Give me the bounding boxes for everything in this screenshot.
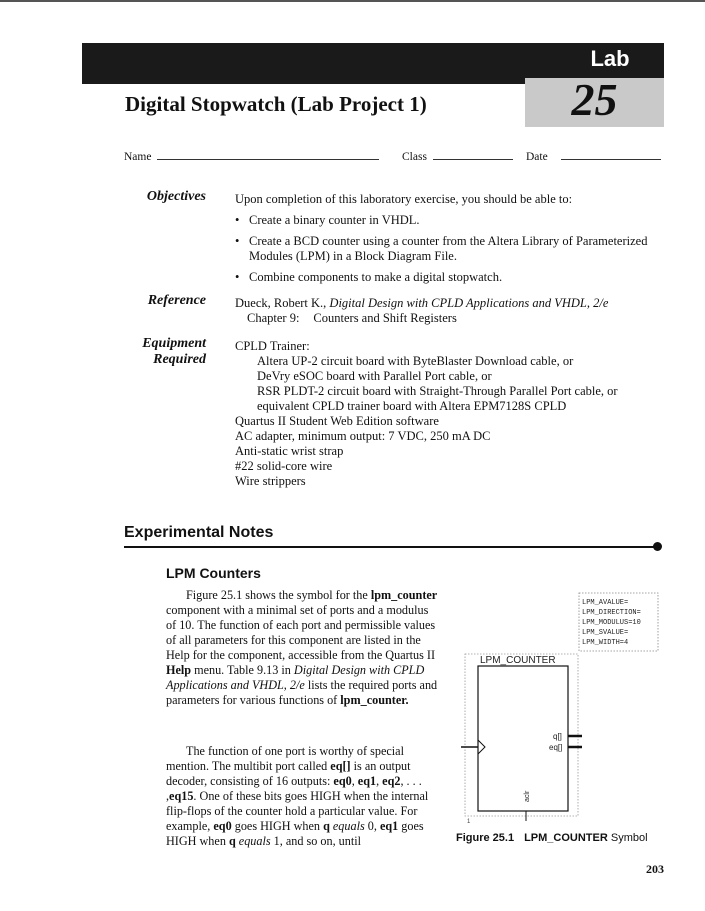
reference-heading: Reference <box>147 293 206 308</box>
equipment-section <box>235 339 665 489</box>
list-item: • Combine components to make a digital stopwatch. <box>235 270 665 285</box>
param-width: LPM_WIDTH=4 <box>582 639 629 647</box>
block-title: LPM_COUNTER <box>480 655 556 666</box>
list-item: • Create a binary counter in VHDL. <box>235 213 665 228</box>
trainer-options <box>235 354 665 414</box>
lpm-counter-figure <box>456 590 666 830</box>
lab-number: 25 <box>571 74 618 125</box>
paragraph-1: Figure 25.1 shows the symbol for the lpm_counter component with a minimal set of ports and a modulus of 10. The function of each port and permissible values of all parameters for this component are listed in the Help for the component, accessible from the Quartus II Help menu. Table 9.13 in Digital Design with CPLD Applications and VHDL, 2/e lists the required ports and parameters for various functions of lpm_counter. <box>166 588 438 707</box>
param-svalue: LPM_SVALUE= <box>582 629 629 637</box>
page-number: 203 <box>646 862 664 876</box>
caption-bold: LPM_COUNTER <box>524 832 608 844</box>
class-field[interactable] <box>402 150 513 163</box>
port-q: q[] <box>553 732 562 741</box>
reference-author: Dueck, Robert K., <box>235 296 330 310</box>
page-title: Digital Stopwatch (Lab Project 1) <box>125 92 427 116</box>
list-item: equivalent CPLD trainer board with Altera EPM7128S CPLD <box>257 399 567 413</box>
trainer-label: CPLD Trainer: <box>235 339 310 353</box>
reference-section <box>235 296 665 326</box>
date-label: Date <box>526 151 548 163</box>
objectives-heading: Objectives <box>146 189 206 204</box>
top-rule <box>0 0 705 2</box>
reference-chapter <box>235 311 665 326</box>
param-avalue: LPM_AVALUE= <box>582 599 629 607</box>
list-item: Anti-static wrist strap <box>235 444 344 458</box>
class-label: Class <box>402 151 427 163</box>
list-item: • Create a BCD counter using a counter from the Altera Library of Parameterized Modules (LPM) in a Block Diagram File. <box>235 234 665 264</box>
name-blank[interactable] <box>157 150 379 160</box>
lab-label: Lab <box>590 46 630 71</box>
instance-number: 1 <box>467 819 471 825</box>
list-item: DeVry eSOC board with Parallel Port cable, or <box>257 369 492 383</box>
objectives-heading-wrap <box>122 189 206 205</box>
name-field[interactable] <box>124 150 379 163</box>
list-item: Altera UP-2 circuit board with ByteBlaster Download cable, or <box>257 354 574 368</box>
section-rule-dot <box>653 542 662 551</box>
reference-book: Digital Design with CPLD Applications and VHDL, 2/e <box>329 296 609 310</box>
reference-heading-wrap <box>122 293 206 309</box>
lpm-counters-heading: LPM Counters <box>166 565 261 581</box>
caption-number: Figure 25.1 <box>456 832 515 844</box>
equipment-heading: Equipment <box>142 336 206 351</box>
param-direction: LPM_DIRECTION= <box>582 609 641 617</box>
experimental-notes-heading: Experimental Notes <box>124 524 274 541</box>
date-blank[interactable] <box>561 150 661 160</box>
port-eq: eq[] <box>549 743 563 752</box>
list-item: Wire strippers <box>235 474 306 488</box>
list-item: #22 solid-core wire <box>235 459 333 473</box>
paragraph-2: The function of one port is worthy of special mention. The multibit port called eq[] is an output decoder, consisting of 16 outputs: eq0, eq1, eq2, . . . ,eq15. One of these bits goes HIGH when the internal flip-flops of the counter hold a particular value. For example, eq0 goes HIGH when q equals 0, eq1 goes HIGH when q equals 1, and so on, until <box>166 744 429 848</box>
objectives-list <box>235 213 665 285</box>
equipment-heading-wrap <box>122 336 206 368</box>
list-item: RSR PLDT-2 circuit board with Straight-Through Parallel Port cable, or <box>257 384 618 398</box>
caption-rest: Symbol <box>610 832 648 844</box>
chapter-title: Counters and Shift Registers <box>313 311 457 325</box>
required-heading: Required <box>153 352 206 367</box>
list-item: AC adapter, minimum output: 7 VDC, 250 mA DC <box>235 429 491 443</box>
date-field[interactable] <box>526 150 661 163</box>
list-item: Quartus II Student Web Edition software <box>235 414 439 428</box>
figure-caption <box>456 832 648 844</box>
objectives-intro: Upon completion of this laboratory exercise, you should be able to: <box>235 192 573 206</box>
param-modulus: LPM_MODULUS=10 <box>582 619 641 627</box>
name-label: Name <box>124 151 152 163</box>
class-blank[interactable] <box>433 150 513 160</box>
port-aclr: aclr <box>524 790 531 802</box>
section-rule <box>124 546 658 548</box>
chapter-label: Chapter 9: <box>247 311 300 325</box>
objectives-section <box>235 192 665 291</box>
reference-citation <box>235 296 665 311</box>
